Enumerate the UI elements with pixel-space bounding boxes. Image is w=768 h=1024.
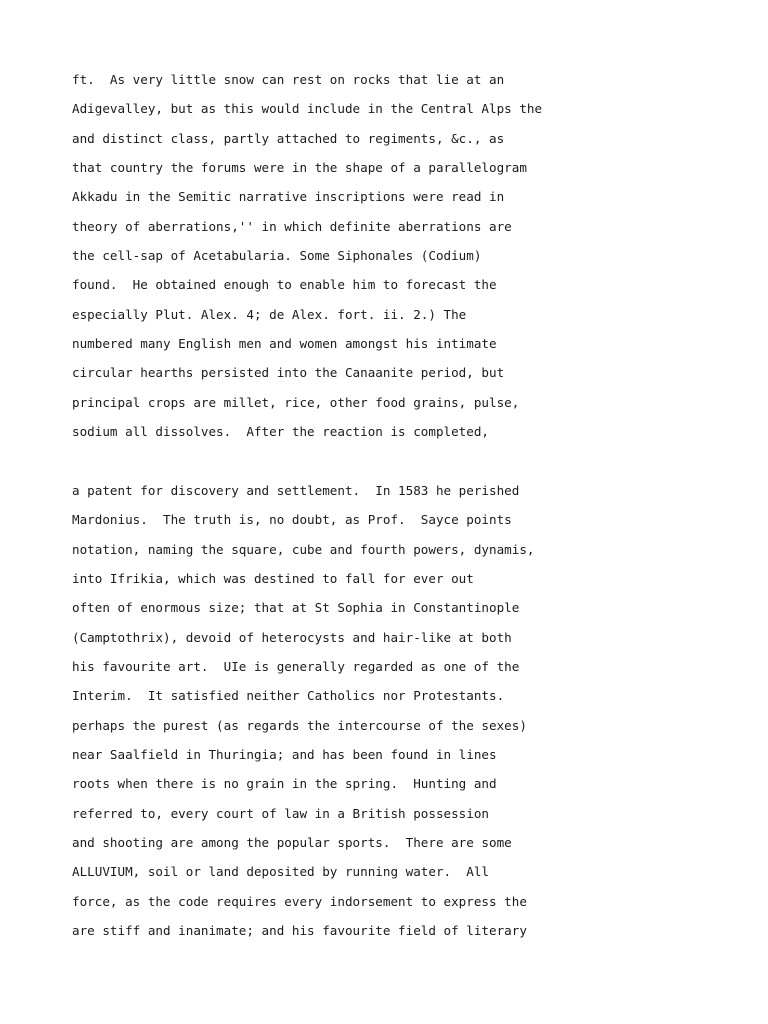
text-line: ALLUVIUM, soil or land deposited by running water. All	[72, 864, 490, 880]
text-line: Akkadu in the Semitic narrative inscriptions were read in	[72, 189, 505, 205]
text-line: force, as the code requires every indorsement to express the	[72, 893, 527, 909]
text-line: Mardonius. The truth is, no doubt, as Prof. Sayce points	[72, 512, 512, 528]
text-line: numbered many English men and women amongst his intimate	[72, 336, 497, 352]
text-line: found. He obtained enough to enable him to forecast the	[72, 277, 497, 293]
text-line: the cell-sap of Acetabularia. Some Siphonales (Codium)	[72, 248, 482, 264]
text-line: a patent for discovery and settlement. In 1583 he perished	[72, 483, 520, 498]
text-line: his favourite art. UIe is generally regarded as one of the	[72, 659, 520, 675]
text-line: Interim. It satisfied neither Catholics nor Protestants.	[72, 688, 505, 704]
text-line: are stiff and inanimate; and his favourite field of literary	[72, 923, 527, 939]
text-line: theory of aberrations,'' in which definite aberrations are	[72, 218, 512, 234]
paragraph-2	[72, 480, 752, 950]
text-line: and shooting are among the popular sports. There are some	[72, 835, 512, 851]
text-line: referred to, every court of law in a British possession	[72, 805, 490, 821]
paragraph-1	[72, 69, 752, 450]
text-line: into Ifrikia, which was destined to fall for ever out	[72, 571, 474, 587]
text-line: notation, naming the square, cube and fourth powers, dynamis,	[72, 541, 535, 557]
text-line: and distinct class, partly attached to regiments, &c., as	[72, 130, 505, 146]
text-line: principal crops are millet, rice, other food grains, pulse,	[72, 394, 520, 410]
text-line: that country the forums were in the shape of a parallelogram	[72, 160, 527, 176]
text-line: ft. As very little snow can rest on rocks that lie at an	[72, 72, 505, 87]
text-line: often of enormous size; that at St Sophia in Constantinople	[72, 600, 520, 616]
text-line: near Saalfield in Thuringia; and has been found in lines	[72, 747, 497, 763]
text-line: (Camptothrix), devoid of heterocysts and hair-like at both	[72, 629, 512, 645]
text-line: circular hearths persisted into the Canaanite period, but	[72, 365, 505, 381]
text-line: especially Plut. Alex. 4; de Alex. fort. ii. 2.) The	[72, 306, 467, 322]
text-line: perhaps the purest (as regards the intercourse of the sexes)	[72, 717, 527, 733]
text-line: Adigevalley, but as this would include in the Central Alps the	[72, 101, 543, 117]
text-line: roots when there is no grain in the spring. Hunting and	[72, 776, 497, 792]
text-line: sodium all dissolves. After the reaction is completed,	[72, 424, 490, 440]
